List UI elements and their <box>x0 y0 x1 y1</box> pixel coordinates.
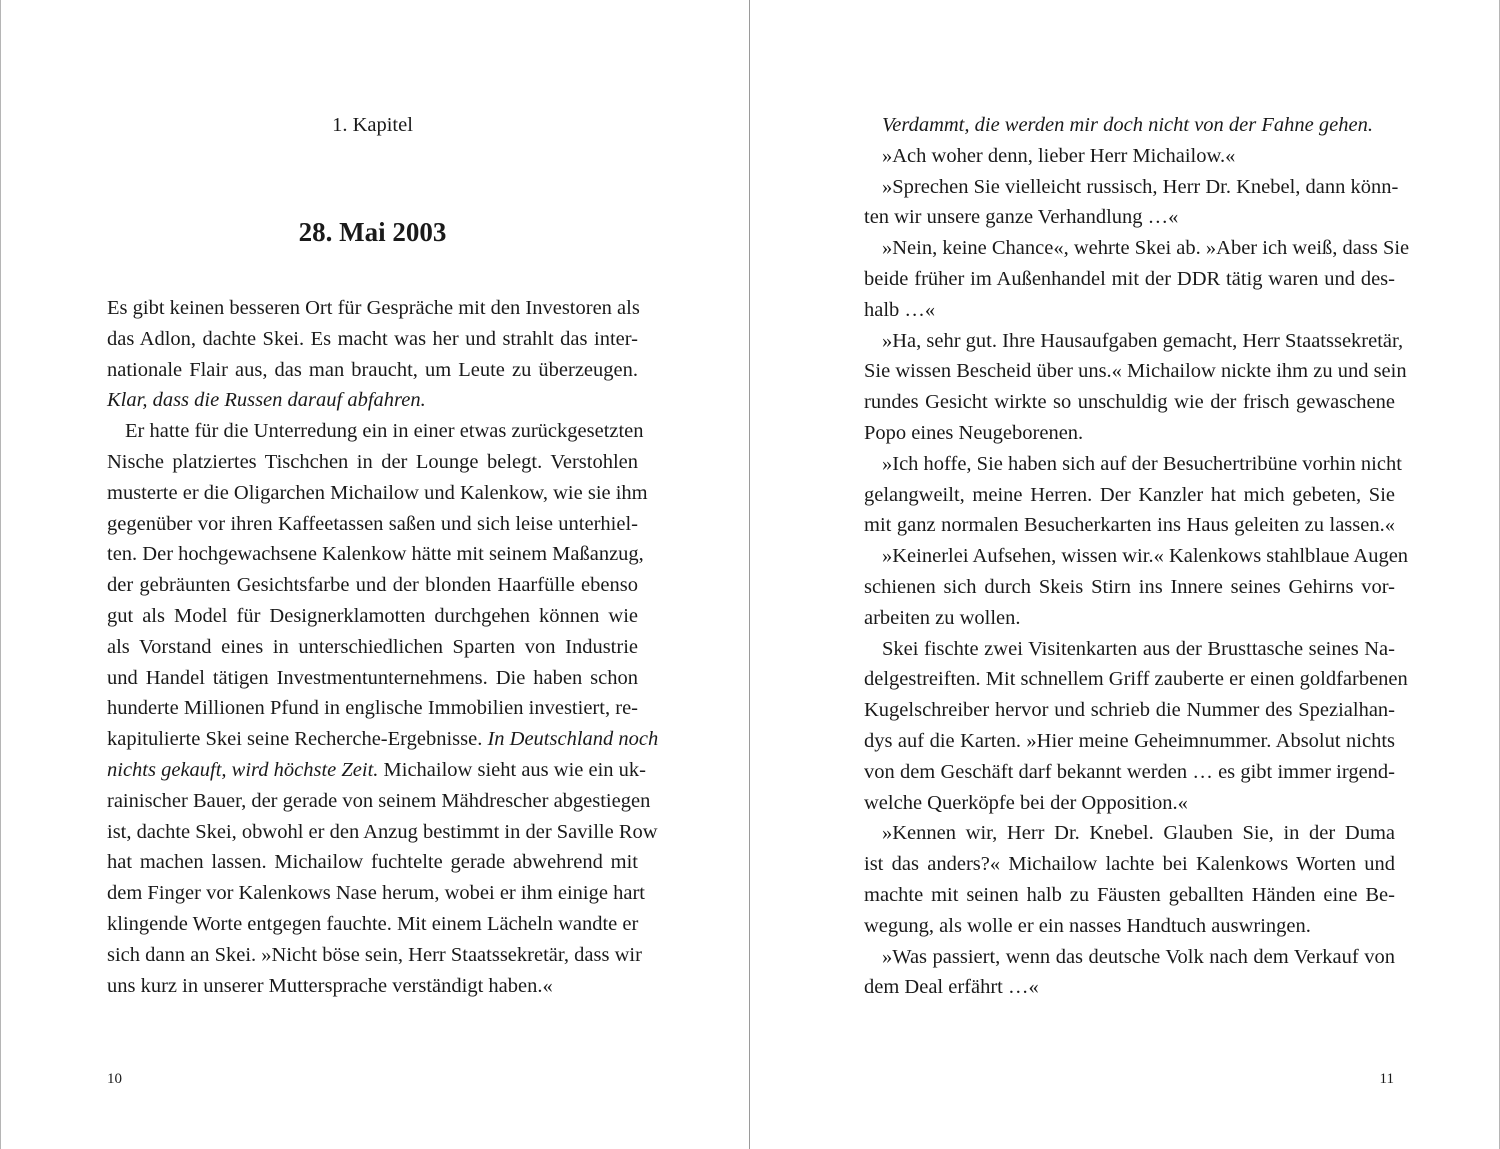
text-segment: dem Finger vor Kalenkows Nase herum, wobei er ihm einige hart <box>107 882 645 905</box>
text-line <box>107 447 638 478</box>
text-line <box>107 416 644 447</box>
text-segment: klingende Worte entgegen fauchte. Mit einem Lächeln wandte er <box>107 912 639 935</box>
page-number-left: 10 <box>107 1071 122 1087</box>
text-segment: »Ach woher denn, lieber Herr Michailow.« <box>882 144 1236 167</box>
text-segment: ten. Der hochgewachsene Kalenkow hätte mit seinem Maßanzug, <box>107 543 644 566</box>
text-line <box>107 355 638 386</box>
italic-text-segment: Verdammt, die werden mir doch nicht von der Fahne gehen. <box>882 114 1373 136</box>
text-line <box>864 880 1395 911</box>
text-line <box>864 911 1395 942</box>
text-segment: als Vorstand eines in unterschiedlichen Sparten von Industrie <box>107 635 638 658</box>
text-segment: Skei fischte zwei Visitenkarten aus der Brusttasche seines Na- <box>882 637 1395 660</box>
text-line <box>864 418 1395 449</box>
text-line <box>864 326 1404 357</box>
text-segment: und Handel tätigen Investmentunternehmens. Die haben schon <box>107 666 638 689</box>
text-line <box>107 570 638 601</box>
text-segment: machte mit seinen halb zu Fäusten geballten Händen eine Be- <box>864 883 1395 906</box>
text-line <box>864 141 1395 172</box>
text-segment: arbeiten zu wollen. <box>864 606 1021 629</box>
text-segment: »Ha, sehr gut. Ihre Hausaufgaben gemacht, Herr Staatssekretär, <box>882 329 1404 352</box>
text-segment: dys auf die Karten. »Hier meine Geheimnummer. Absolut nichts <box>864 729 1395 752</box>
text-line <box>107 909 638 940</box>
text-line <box>107 693 638 724</box>
text-segment: Kugelschreiber hervor und schrieb die Nummer des Spezialhan- <box>864 699 1395 722</box>
text-segment: Es gibt keinen besseren Ort für Gespräche mit den Investoren als <box>107 297 640 319</box>
text-segment: musterte er die Oligarchen Michailow und Kalenkow, wie sie ihm <box>107 481 648 504</box>
text-line <box>107 663 638 694</box>
text-segment: Sie wissen Bescheid über uns.« Michailow nickte ihm zu und sein <box>864 360 1407 383</box>
text-line <box>864 172 1399 203</box>
text-line <box>107 601 638 632</box>
text-line <box>107 293 638 324</box>
text-segment: welche Querköpfe bei der Opposition.« <box>864 791 1188 814</box>
text-segment: Popo eines Neugeborenen. <box>864 421 1084 444</box>
text-segment: gut als Model für Designerklamotten durchgehen können wie <box>107 604 638 627</box>
text-segment: delgestreiften. Mit schnellem Griff zauberte er einen goldfarbenen <box>864 668 1408 691</box>
text-line <box>864 849 1395 880</box>
text-segment: »Was passiert, wenn das deutsche Volk nach dem Verkauf von <box>882 945 1395 968</box>
text-line <box>864 480 1395 511</box>
right-page-body-text <box>864 110 1410 1003</box>
text-line <box>864 788 1395 819</box>
text-segment: sich dann an Skei. »Nicht böse sein, Herr Staatssekretär, dass wir <box>107 943 642 966</box>
italic-text-segment: In Deutschland noch <box>487 728 659 751</box>
text-segment: hunderte Millionen Pfund in englische Immobilien investiert, re- <box>107 697 638 720</box>
text-line <box>864 264 1395 295</box>
text-line <box>864 972 1395 1003</box>
text-segment: ten wir unsere ganze Verhandlung …« <box>864 206 1179 229</box>
text-segment: rainischer Bauer, der gerade von seinem Mähdrescher abgestiegen <box>107 789 651 812</box>
text-line <box>107 786 651 817</box>
text-line <box>864 942 1395 973</box>
italic-text-segment: nichts gekauft, wird höchste Zeit. <box>107 758 379 781</box>
text-segment: uns kurz in unserer Muttersprache verständigt haben.« <box>107 974 553 997</box>
italic-text-segment: Klar, dass die Russen darauf abfahren. <box>107 389 426 412</box>
text-segment: ist, dachte Skei, obwohl er den Anzug bestimmt in der Saville Row <box>107 820 658 843</box>
text-segment: kapitulierte Skei seine Recherche-Ergebnisse. <box>107 728 488 751</box>
text-line <box>107 324 638 355</box>
text-segment: ist das anders?« Michailow lachte bei Kalenkows Worten und <box>864 853 1395 876</box>
text-line <box>864 233 1410 264</box>
text-segment: »Nein, keine Chance«, wehrte Skei ab. »Aber ich weiß, dass Sie <box>882 237 1410 260</box>
text-line <box>864 202 1395 233</box>
text-segment: »Kennen wir, Herr Dr. Knebel. Glauben Sie, in der Duma <box>882 822 1395 845</box>
text-line <box>864 356 1407 387</box>
text-line <box>864 449 1402 480</box>
text-line <box>864 541 1409 572</box>
text-line <box>864 634 1395 665</box>
text-line <box>864 387 1395 418</box>
text-line <box>864 603 1395 634</box>
text-line <box>864 695 1395 726</box>
text-segment: wegung, als wolle er ein nasses Handtuch auswringen. <box>864 914 1311 937</box>
text-line <box>107 478 648 509</box>
text-line <box>107 971 638 1002</box>
text-line <box>107 817 658 848</box>
text-line <box>107 940 642 971</box>
text-segment: gelangweilt, meine Herren. Der Kanzler hat mich gebeten, Sie <box>864 483 1395 506</box>
book-spine-divider <box>749 0 750 1149</box>
text-segment: nationale Flair aus, das man braucht, um Leute zu überzeugen. <box>107 358 638 381</box>
text-line <box>107 847 638 878</box>
right-page <box>751 0 1500 1149</box>
text-line <box>107 755 646 786</box>
text-segment: dem Deal erfährt …« <box>864 976 1039 999</box>
text-segment: gegenüber vor ihren Kaffeetassen saßen und sich leise unterhiel- <box>107 512 638 535</box>
text-segment: von dem Geschäft darf bekannt werden … es gibt immer irgend- <box>864 760 1395 783</box>
text-segment: Er hatte für die Unterredung ein in einer etwas zurückgesetzten <box>125 420 644 443</box>
text-segment: »Keinerlei Aufsehen, wissen wir.« Kalenkows stahlblaue Augen <box>882 545 1409 568</box>
text-segment: Michailow sieht aus wie ein uk- <box>378 758 646 781</box>
text-line <box>864 295 1395 326</box>
text-segment: Nische platziertes Tischchen in der Lounge belegt. Verstohlen <box>107 450 638 473</box>
text-line <box>107 878 645 909</box>
text-line <box>107 632 638 663</box>
text-line <box>107 385 638 416</box>
text-segment: schienen sich durch Skeis Stirn ins Innere seines Gehirns vor- <box>864 575 1395 598</box>
page-number-right: 11 <box>1379 1071 1394 1087</box>
text-line <box>107 724 659 755</box>
text-segment: beide früher im Außenhandel mit der DDR tätig waren und des- <box>864 267 1395 290</box>
text-line <box>864 818 1395 849</box>
text-line <box>864 572 1395 603</box>
text-segment: das Adlon, dachte Skei. Es macht was her und strahlt das inter- <box>107 327 638 350</box>
left-page-body-text <box>107 293 659 1001</box>
text-line <box>864 510 1395 541</box>
text-line <box>864 726 1395 757</box>
text-segment: mit ganz normalen Besucherkarten ins Haus geleiten zu lassen.« <box>864 514 1395 537</box>
text-segment: der gebräunten Gesichtsfarbe und der blonden Haarfülle ebenso <box>107 574 638 597</box>
text-segment: rundes Gesicht wirkte so unschuldig wie der frisch gewaschene <box>864 391 1395 414</box>
text-line <box>864 757 1395 788</box>
chapter-label: 1. Kapitel <box>332 114 413 136</box>
text-segment: halb …« <box>864 298 936 321</box>
text-segment: »Ich hoffe, Sie haben sich auf der Besuchertribüne vorhin nicht <box>882 452 1402 475</box>
text-line <box>107 539 644 570</box>
text-segment: »Sprechen Sie vielleicht russisch, Herr Dr. Knebel, dann könn- <box>882 175 1399 198</box>
text-line <box>864 664 1408 695</box>
chapter-title: 28. Mai 2003 <box>298 217 447 247</box>
text-line <box>864 110 1395 141</box>
text-line <box>107 509 638 540</box>
text-segment: hat machen lassen. Michailow fuchtelte gerade abwehrend mit <box>107 851 638 874</box>
